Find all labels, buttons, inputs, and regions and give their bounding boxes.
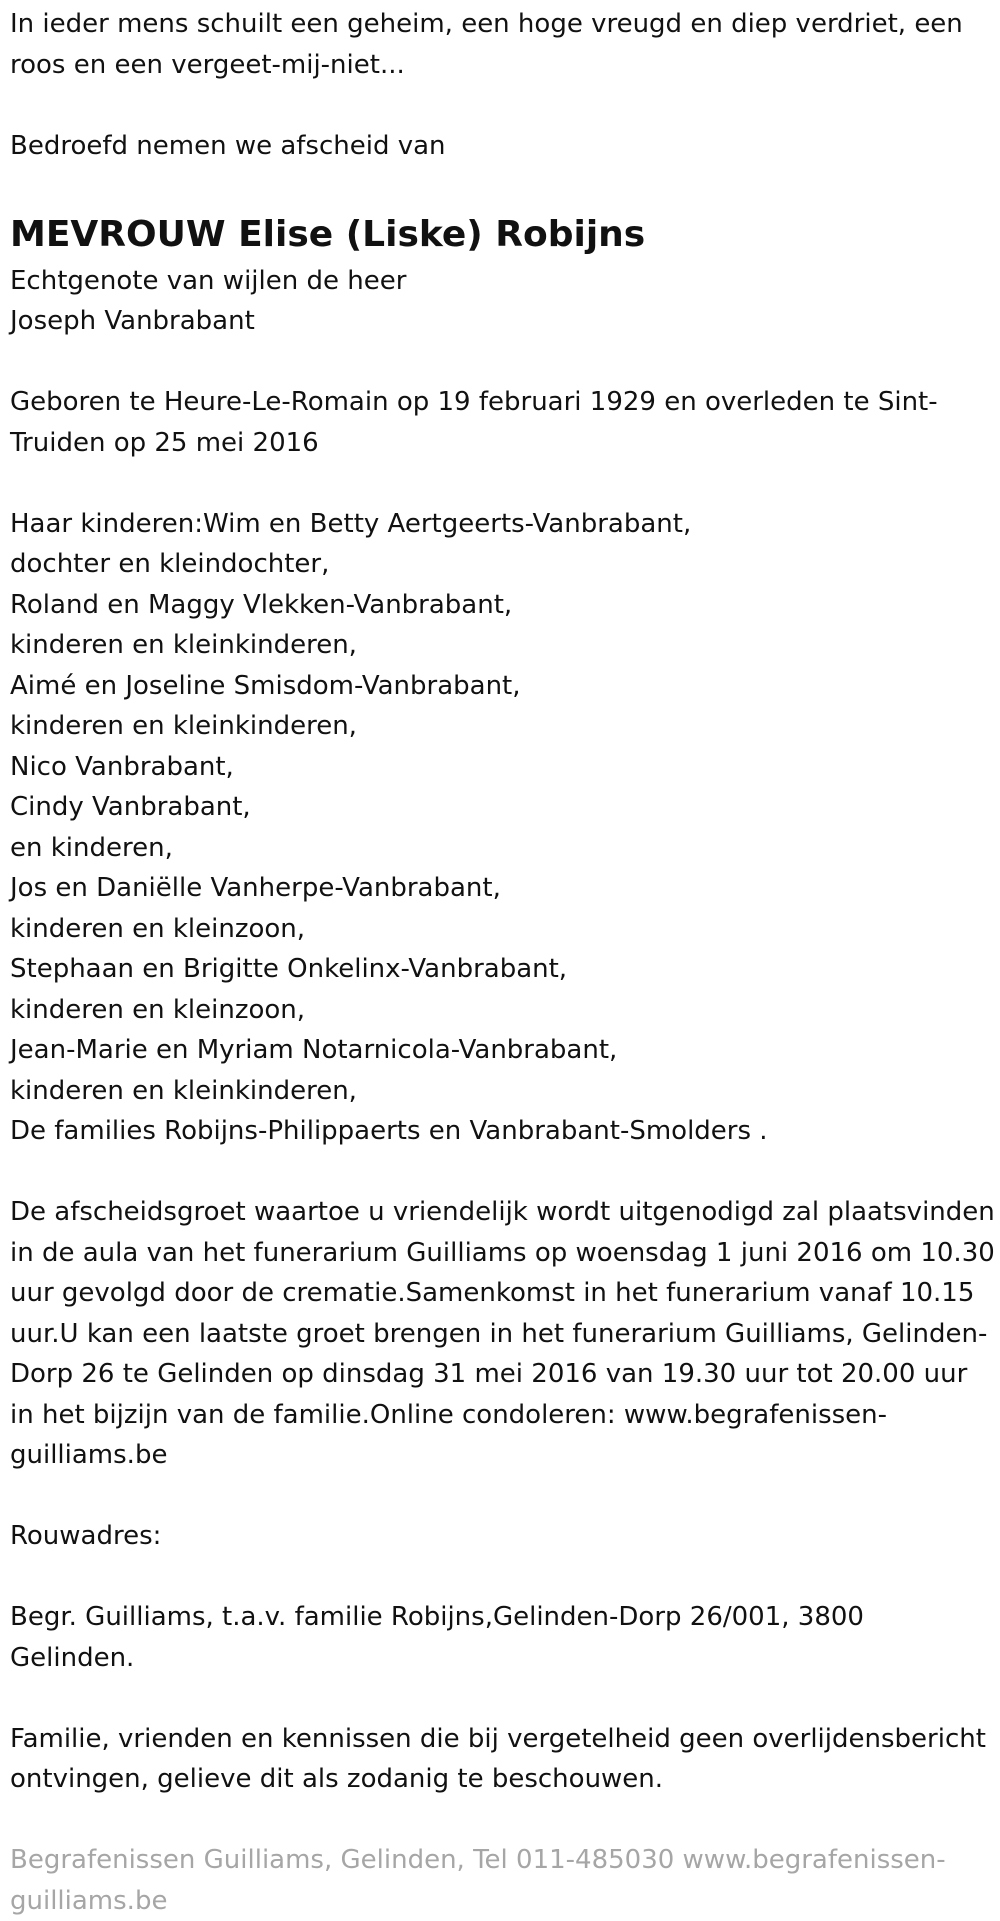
opening-quote: In ieder mens schuilt een geheim, een hoge vreugd en diep verdriet, een roos en een vergeet-mij-niet... bbox=[10, 9, 963, 80]
family-line: Nico Vanbrabant, bbox=[10, 751, 234, 782]
closing-note: Familie, vrienden en kennissen die bij vergetelheid geen overlijdensbericht ontvingen, gelieve dit als zodanig te beschouwen. bbox=[10, 1723, 986, 1794]
family-line: kinderen en kleinzoon, bbox=[10, 913, 306, 944]
birth-death-text: Geboren te Heure-Le-Romain op 19 februari 1929 en overleden te Sint-Truiden op 25 mei 2016 bbox=[10, 387, 938, 458]
family-line: kinderen en kleinkinderen, bbox=[10, 630, 357, 660]
family-line: De families Robijns-Philippaerts en Vanbrabant-Smolders . bbox=[10, 1116, 768, 1146]
family-line: kinderen en kleinzoon, bbox=[10, 994, 306, 1025]
deceased-name: MEVROUW Elise (Liske) Robijns bbox=[10, 213, 646, 255]
family-line: Jean-Marie en Myriam Notarnicola-Vanbrabant, bbox=[10, 1035, 618, 1065]
family-line: Stephaan en Brigitte Onkelinx-Vanbrabant, bbox=[10, 954, 568, 984]
family-list bbox=[10, 504, 1000, 1152]
family-line: Haar kinderen:Wim en Betty Aertgeerts-Vanbrabant, bbox=[10, 508, 692, 539]
intro-text: Bedroefd nemen we afscheid van bbox=[10, 130, 446, 161]
family-line: en kinderen, bbox=[10, 832, 173, 863]
family-line: Aimé en Joseline Smisdom-Vanbrabant, bbox=[10, 670, 521, 701]
family-line: Cindy Vanbrabant, bbox=[10, 792, 251, 822]
spouse-line-1: Echtgenote van wijlen de heer bbox=[10, 265, 407, 296]
ceremony-details: De afscheidsgroet waartoe u vriendelijk wordt uitgenodigd zal plaatsvinden in de aula van het funerarium Guilliams op woensdag 1 juni 2016 om 10.30 uur gevolgd door de crematie.Samenkomst in het funerarium vanaf 10.15 uur.U kan een laatste groet brengen in het funerarium Guilliams, Gelinden-Dorp 26 te Gelinden op dinsdag 31 mei 2016 van 19.30 uur tot 20.00 uur in het bijzijn van de familie.Online condoleren: www.begrafenissen-guilliams.be bbox=[10, 1197, 995, 1470]
family-line: kinderen en kleinkinderen, bbox=[10, 711, 357, 741]
family-line: kinderen en kleinkinderen, bbox=[10, 1075, 357, 1106]
footer-funeral-home: Begrafenissen Guilliams, Gelinden, Tel 011-485030 www.begrafenissen-guilliams.be bbox=[10, 1845, 946, 1916]
address-label: Rouwadres: bbox=[10, 1521, 162, 1551]
mourning-address: Begr. Guilliams, t.a.v. familie Robijns,Gelinden-Dorp 26/001, 3800 Gelinden. bbox=[10, 1602, 864, 1673]
family-line: Roland en Maggy Vlekken-Vanbrabant, bbox=[10, 589, 513, 620]
spouse-line-2: Joseph Vanbrabant bbox=[10, 306, 255, 336]
family-line: dochter en kleindochter, bbox=[10, 549, 330, 579]
family-line: Jos en Daniëlle Vanherpe-Vanbrabant, bbox=[10, 873, 501, 903]
